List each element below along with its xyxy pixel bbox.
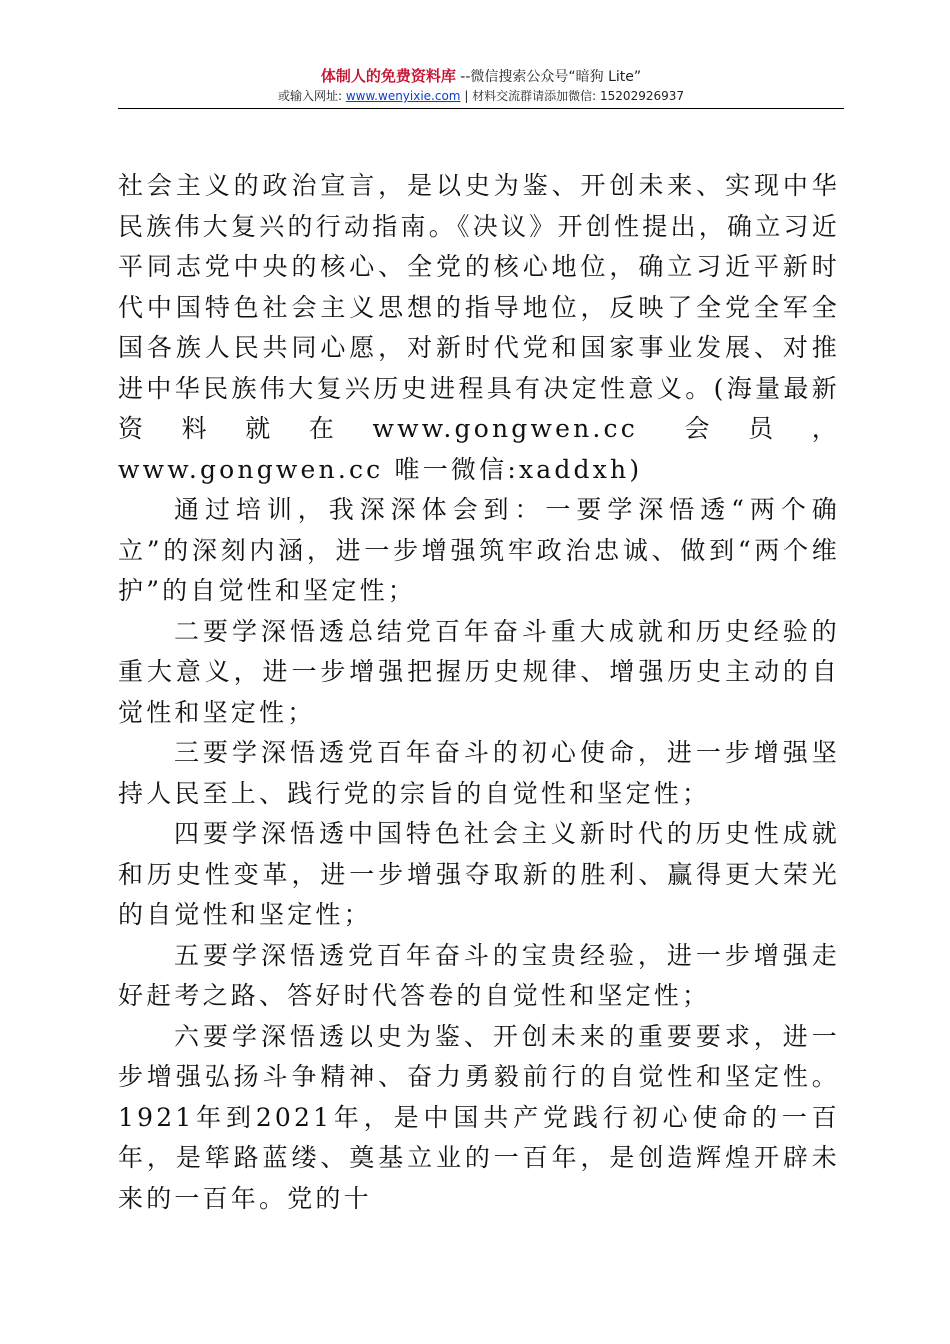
body-paragraph: 四要学深悟透中国特色社会主义新时代的历史性成就和历史性变革，进一步增强夺取新的胜利、赢得更大荣光的自觉性和坚定性； [118,819,840,929]
header-url-line [118,87,844,105]
header-title-line [118,66,844,87]
body-paragraph: 通过培训，我深深体会到：一要学深悟透“两个确立”的深刻内涵，进一步增强筑牢政治忠诚、做到“两个维护”的自觉性和坚定性； [118,495,840,605]
body-paragraph: 六要学深悟透以史为鉴、开创未来的重要要求，进一步增强弘扬斗争精神、奋力勇毅前行的自觉性和坚定性。1921年到2021年，是中国共产党践行初心使命的一百年，是筚路蓝缕、奠基立业的一百年，是创造辉煌开辟未来的一百年。党的十 [118,1021,840,1213]
header-tagline: --微信搜索公众号“暗狗 Lite” [455,69,642,85]
page-header [118,66,844,105]
header-url-link[interactable]: www.wenyixie.com [345,89,461,103]
body-paragraph: 五要学深悟透党百年奋斗的宝贵经验，进一步增强走好赶考之路、答好时代答卷的自觉性和坚定性； [118,940,840,1010]
header-brand: 体制人的免费资料库 [320,67,456,85]
header-divider [118,108,844,109]
body-paragraph-continuation: 社会主义的政治宣言，是以史为鉴、开创未来、实现中华民族伟大复兴的行动指南。《决议》开创性提出，确立习近平同志党中央的核心、全党的核心地位，确立习近平新时代中国特色社会主义思想的指导地位，反映了全党全军全国各族人民共同心愿，对新时代党和国家事业发展、对推进中华民族伟大复兴历史进程具有决定性意义。(海量最新资料就在www.gongwen.cc 会员，www.gongwen.cc 唯一微信:xaddxh) [118,171,840,484]
header-url-prefix: 或输入网址: [277,89,346,103]
document-body [118,166,840,1219]
body-paragraph: 二要学深悟透总结党百年奋斗重大成就和历史经验的重大意义，进一步增强把握历史规律、增强历史主动的自觉性和坚定性； [118,616,840,727]
header-url-suffix: | 材料交流群请添加微信: 15202926937 [460,89,685,103]
body-paragraph: 三要学深悟透党百年奋斗的初心使命，进一步增强坚持人民至上、践行党的宗旨的自觉性和坚定性； [118,738,840,808]
